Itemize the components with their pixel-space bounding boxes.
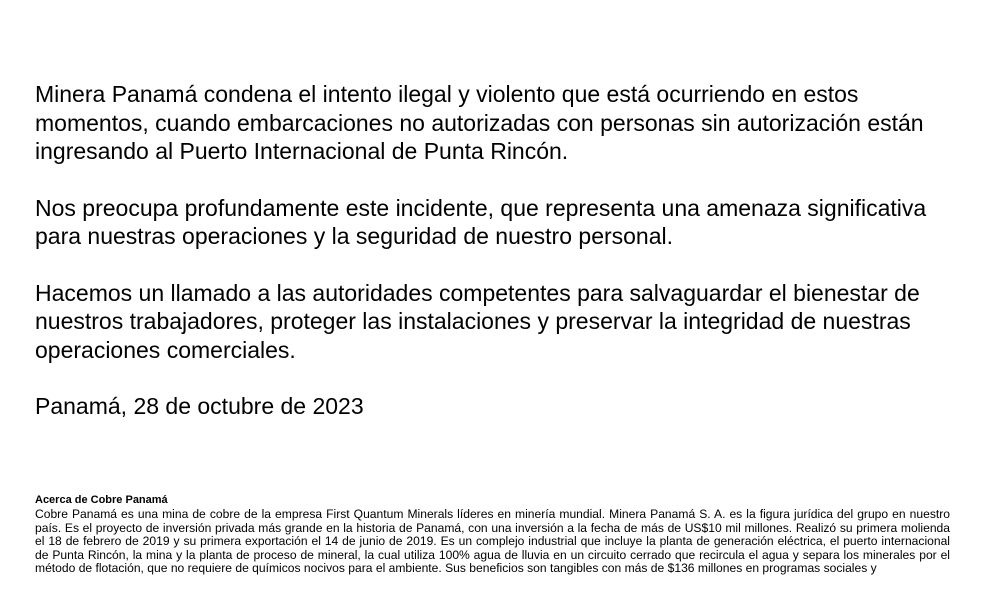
statement-paragraph-2: Nos preocupa profundamente este incidente, que representa una amenaza significativa para nuestras operaciones y la seguridad de nuestro personal.: [35, 194, 927, 249]
about-title: Acerca de Cobre Panamá: [35, 494, 168, 506]
statement-paragraph-1: Minera Panamá condena el intento ilegal y violento que está ocurriendo en estos momentos, cuando embarcaciones no autorizadas con personas sin autorización están ingresando al Puerto Internacional de Punta Rincón.: [35, 81, 924, 164]
statement-paragraph-3: Hacemos un llamado a las autoridades competentes para salvaguardar el bienestar de nuestros trabajadores, proteger las instalaciones y preservar la integridad de nuestras operaciones comerciales.: [35, 279, 920, 363]
about-body: Cobre Panamá es una mina de cobre de la empresa First Quantum Minerals líderes en minería mundial. Minera Panamá S. A. es la figura jurídica del grupo en nuestro país. Es el proyecto de inversión privada más grande en la historia de Panamá, con una inversión a la fecha de más de US$10 mil millones. Realizó su primera molienda el 18 de febrero de 2019 y su primera exportación el 14 de junio de 2019. Es un complejo industrial que incluye la planta de generación eléctrica, el puerto internacional de Punta Rincón, la mina y la planta de proceso de mineral, la cual utiliza 100% agua de lluvia en un circuito cerrado que recircula el agua y separa los minerales por el método de flotación, que no requiere de químicos nocivos para el ambiente. Sus beneficios son tangibles con más de $136 millones en programas sociales y: [35, 507, 950, 576]
about-section: [35, 493, 950, 576]
statement-dateline: Panamá, 28 de octubre de 2023: [35, 393, 364, 419]
statement-body: [35, 80, 975, 449]
